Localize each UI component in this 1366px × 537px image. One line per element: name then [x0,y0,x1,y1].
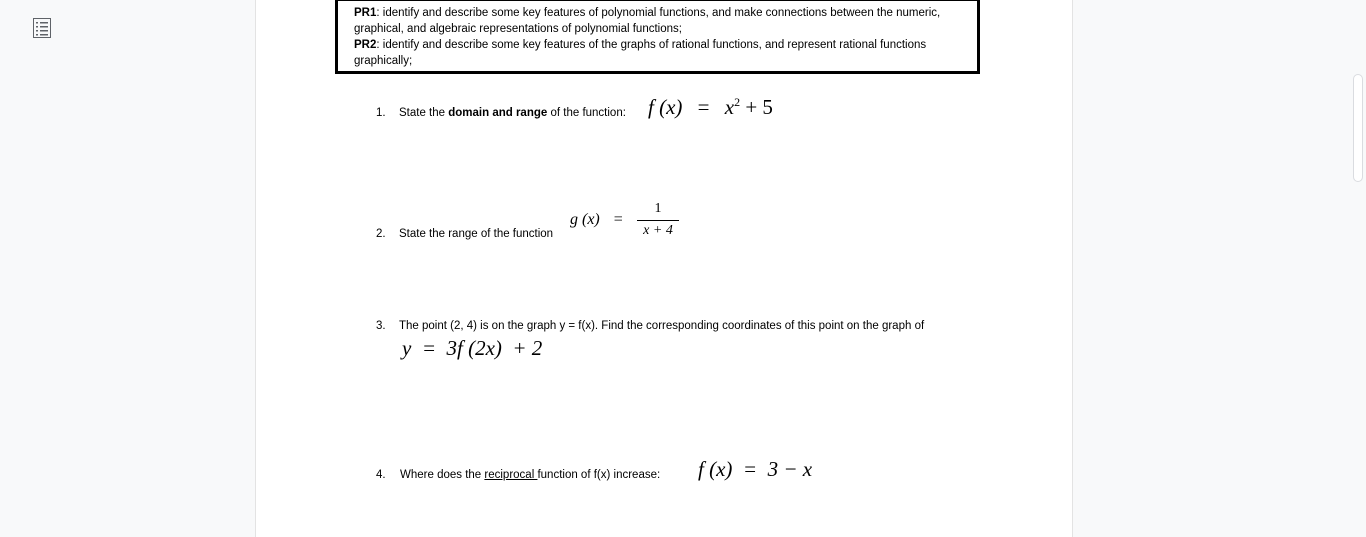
question-3-number: 3. [376,320,386,332]
pr2-line-2: graphically; [354,55,413,67]
question-3-formula: y = 3f (2x) + 2 [402,336,543,360]
pr1-line-2: graphical, and algebraic representations of polynomial functions; [354,23,682,35]
question-4-text: Where does the reciprocal function of f(x) increase: [400,469,661,481]
question-1-number: 1. [376,107,386,119]
pr2-line-1: PR2: identify and describe some key features of the graphs of rational functions, and represent rational functions [354,39,927,51]
question-1-formula: f $(x) = x^2 + 5$ [648,95,773,119]
question-2-fraction: 1 x + 4 [637,200,679,239]
pr1-line-1: PR1: identify and describe some key features of polynomial functions, and make connections between the numeric, [354,7,941,19]
question-2-text: State the range of the function [399,228,554,240]
question-1-text: State the domain and range of the function: [399,107,626,119]
question-4-number: 4. [376,469,386,481]
learning-outcomes-box [335,0,980,74]
question-4-formula: f (x) = 3 − x [698,457,813,481]
document-page[interactable] [256,0,1072,537]
question-3-text: The point (2, 4) is on the graph y = f(x). Find the corresponding coordinates of this point on the graph of [399,320,925,332]
document-outline-icon[interactable] [33,18,51,38]
scrollbar-thumb[interactable] [1353,74,1363,182]
question-2-number: 2. [376,228,386,240]
question-2-formula-lhs: g (x) = [570,211,623,228]
